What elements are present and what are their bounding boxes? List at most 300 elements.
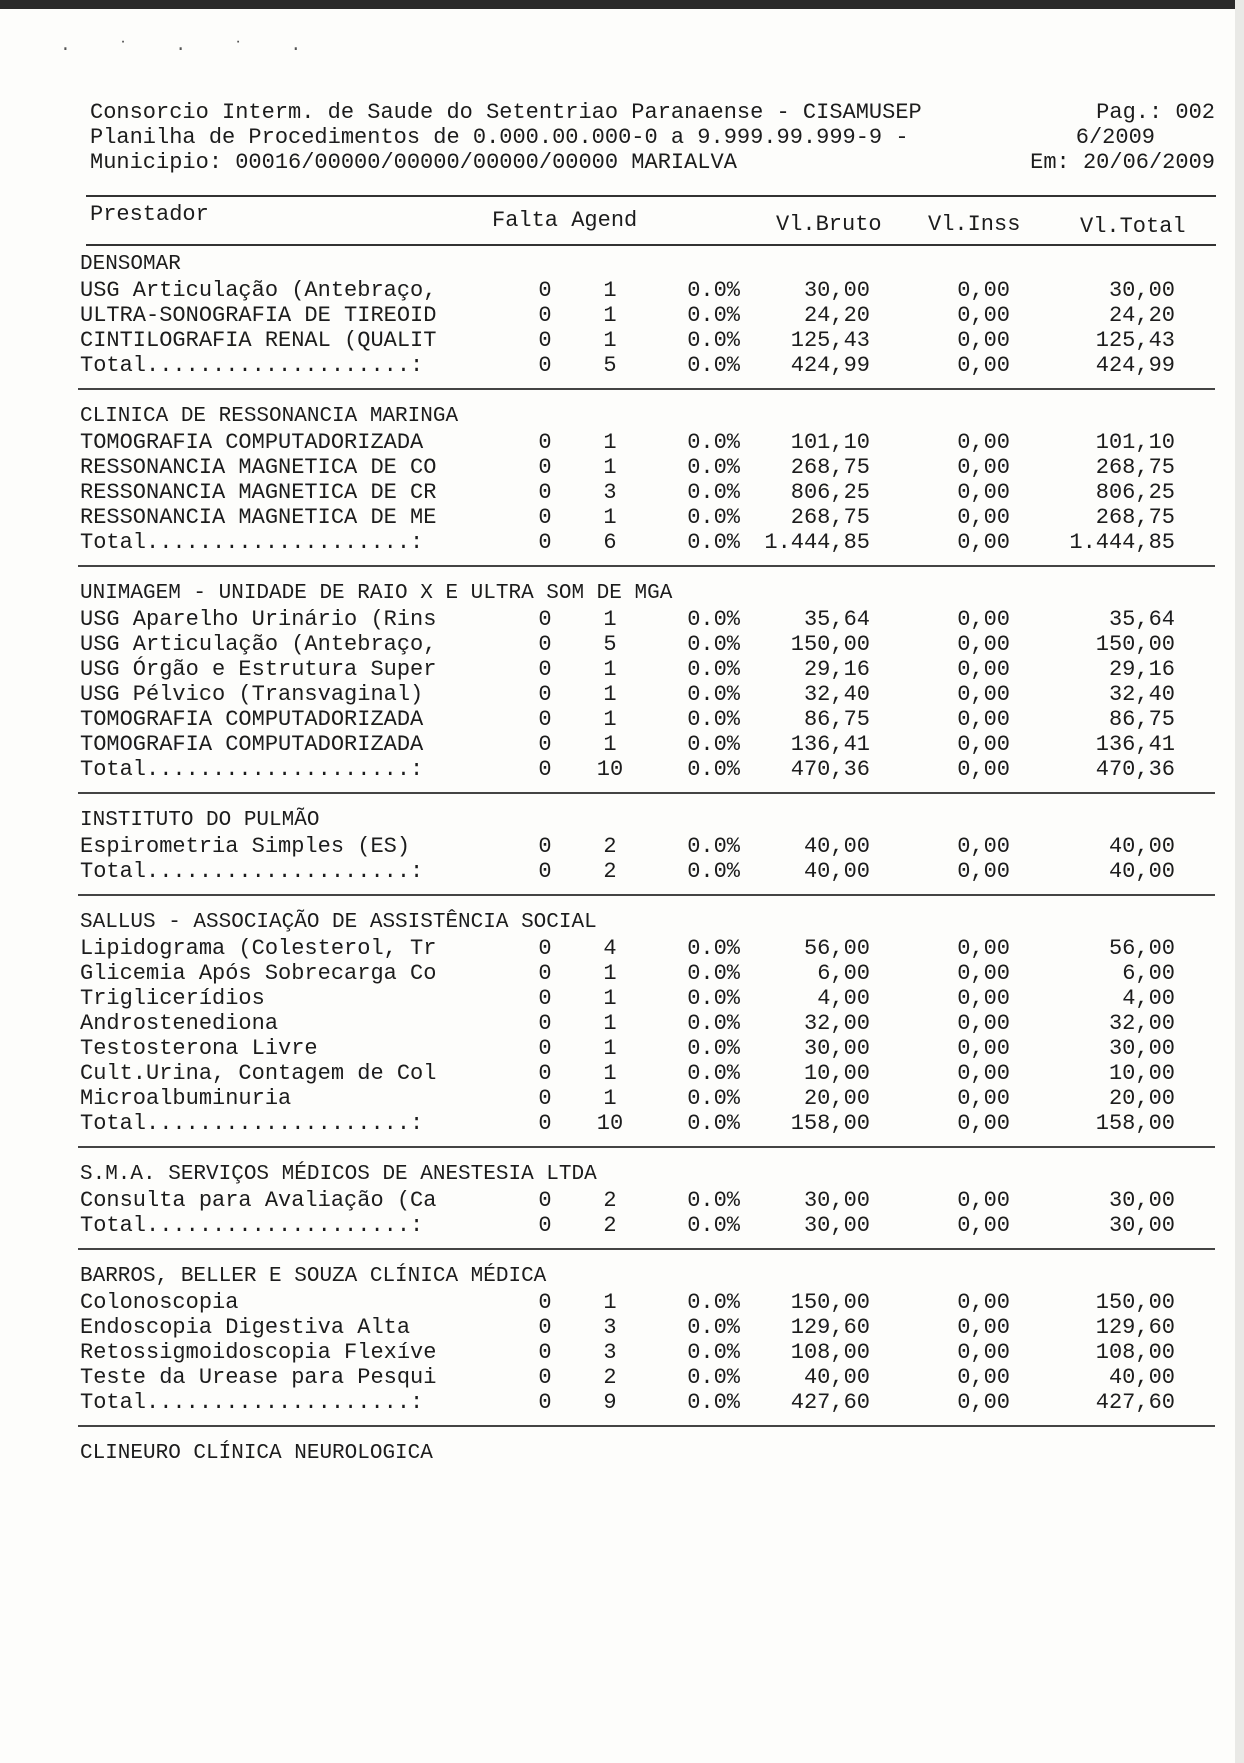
header-date: Em: 20/06/2009 — [1030, 150, 1215, 175]
procedure-desc: USG Articulação (Antebraço, — [80, 278, 437, 303]
falta-cell: 0 — [538, 1290, 552, 1315]
procedure-desc: Lipidograma (Colesterol, Tr — [80, 936, 437, 961]
procedure-desc: ULTRA-SONOGRAFIA DE TIREOID — [80, 303, 437, 328]
inss-cell: 0,00 — [957, 1188, 1010, 1213]
pct-cell: 0.0% — [687, 353, 740, 378]
falta-cell: 0 — [538, 1340, 552, 1365]
procedure-desc: TOMOGRAFIA COMPUTADORIZADA — [80, 707, 424, 732]
inss-cell: 0,00 — [957, 632, 1010, 657]
procedure-desc: Retossigmoidoscopia Flexíve — [80, 1340, 437, 1365]
procedure-desc: Total....................: — [80, 353, 424, 378]
total-cell: 24,20 — [1108, 303, 1175, 328]
header-rule-top — [86, 195, 1216, 197]
inss-cell: 0,00 — [957, 707, 1010, 732]
pct-cell: 0.0% — [687, 1213, 740, 1238]
agend-cell: 1 — [603, 732, 617, 757]
procedure-desc: Total....................: — [80, 1213, 424, 1238]
inss-cell: 0,00 — [957, 732, 1010, 757]
pct-cell: 0.0% — [687, 1365, 740, 1390]
procedure-desc: TOMOGRAFIA COMPUTADORIZADA — [80, 732, 424, 757]
bruto-cell: 86,75 — [803, 707, 870, 732]
inss-cell: 0,00 — [957, 986, 1010, 1011]
falta-cell: 0 — [538, 757, 552, 782]
pct-cell: 0.0% — [687, 1036, 740, 1061]
agend-cell: 2 — [603, 859, 617, 884]
procedure-row — [80, 505, 1215, 530]
pct-cell: 0.0% — [687, 455, 740, 480]
bruto-cell: 30,00 — [803, 278, 870, 303]
inss-cell: 0,00 — [957, 682, 1010, 707]
agend-cell: 3 — [603, 480, 617, 505]
procedure-desc: Total....................: — [80, 1390, 424, 1415]
procedure-desc: Total....................: — [80, 757, 424, 782]
procedure-desc: Colonoscopia — [80, 1290, 239, 1315]
section-separator — [78, 1248, 1215, 1250]
bruto-cell: 136,41 — [790, 732, 870, 757]
total-row — [80, 757, 1215, 782]
total-cell: 427,60 — [1095, 1390, 1175, 1415]
section-separator — [78, 1425, 1215, 1427]
procedure-desc: USG Aparelho Urinário (Rins — [80, 607, 437, 632]
bruto-cell: 150,00 — [790, 1290, 870, 1315]
provider-name: UNIMAGEM - UNIDADE DE RAIO X E ULTRA SOM DE MGA — [80, 582, 673, 605]
pct-cell: 0.0% — [687, 732, 740, 757]
bruto-cell: 6,00 — [817, 961, 870, 986]
procedure-row — [80, 1086, 1215, 1111]
inss-cell: 0,00 — [957, 303, 1010, 328]
pct-cell: 0.0% — [687, 1111, 740, 1136]
procedure-desc: CINTILOGRAFIA RENAL (QUALIT — [80, 328, 437, 353]
section-separator — [78, 792, 1215, 794]
inss-cell: 0,00 — [957, 530, 1010, 555]
inss-cell: 0,00 — [957, 1086, 1010, 1111]
pct-cell: 0.0% — [687, 682, 740, 707]
procedure-row — [80, 834, 1215, 859]
total-cell: 268,75 — [1095, 455, 1175, 480]
agend-cell: 9 — [603, 1390, 617, 1415]
bruto-cell: 4,00 — [817, 986, 870, 1011]
col-vl-inss: Vl.Inss — [928, 212, 1021, 237]
falta-cell: 0 — [538, 430, 552, 455]
agend-cell: 1 — [603, 1036, 617, 1061]
bruto-cell: 40,00 — [803, 859, 870, 884]
pct-cell: 0.0% — [687, 1390, 740, 1415]
section-separator — [78, 388, 1215, 390]
procedure-row — [80, 1340, 1215, 1365]
agend-cell: 1 — [603, 1061, 617, 1086]
pct-cell: 0.0% — [687, 707, 740, 732]
pct-cell: 0.0% — [687, 303, 740, 328]
bruto-cell: 35,64 — [803, 607, 870, 632]
trailing-provider-name: CLINEURO CLÍNICA NEUROLOGICA — [80, 1442, 433, 1465]
agend-cell: 1 — [603, 1290, 617, 1315]
inss-cell: 0,00 — [957, 505, 1010, 530]
agend-cell: 1 — [603, 278, 617, 303]
total-cell: 806,25 — [1095, 480, 1175, 505]
agend-cell: 10 — [596, 1111, 624, 1136]
report-body — [80, 252, 1215, 1467]
falta-cell: 0 — [538, 480, 552, 505]
provider-section — [80, 252, 1215, 390]
bruto-cell: 268,75 — [790, 505, 870, 530]
inss-cell: 0,00 — [957, 455, 1010, 480]
procedure-desc: Espirometria Simples (ES) — [80, 834, 411, 859]
bruto-cell: 470,36 — [790, 757, 870, 782]
total-cell: 136,41 — [1095, 732, 1175, 757]
procedure-row — [80, 707, 1215, 732]
procedure-row — [80, 632, 1215, 657]
procedure-desc: RESSONANCIA MAGNETICA DE ME — [80, 505, 437, 530]
procedure-row — [80, 278, 1215, 303]
inss-cell: 0,00 — [957, 936, 1010, 961]
falta-cell: 0 — [538, 278, 552, 303]
bruto-cell: 268,75 — [790, 455, 870, 480]
procedure-desc: USG Órgão e Estrutura Super — [80, 657, 437, 682]
col-falta-agend: Falta Agend — [492, 208, 638, 233]
bruto-cell: 150,00 — [790, 632, 870, 657]
total-cell: 35,64 — [1108, 607, 1175, 632]
falta-cell: 0 — [538, 1315, 552, 1340]
procedure-row — [80, 1061, 1215, 1086]
falta-cell: 0 — [538, 303, 552, 328]
bruto-cell: 101,10 — [790, 430, 870, 455]
inss-cell: 0,00 — [957, 328, 1010, 353]
header-title: Consorcio Interm. de Saude do Setentriao Paranaense - CISAMUSEP — [90, 100, 922, 125]
procedure-desc: Androstenediona — [80, 1011, 279, 1036]
procedure-desc: USG Pélvico (Transvaginal) — [80, 682, 424, 707]
pct-cell: 0.0% — [687, 757, 740, 782]
agend-cell: 3 — [603, 1315, 617, 1340]
total-row — [80, 1390, 1215, 1415]
section-separator — [78, 565, 1215, 567]
total-cell: 10,00 — [1108, 1061, 1175, 1086]
provider-section — [80, 1264, 1215, 1427]
procedure-desc: USG Articulação (Antebraço, — [80, 632, 437, 657]
total-row — [80, 1111, 1215, 1136]
falta-cell: 0 — [538, 834, 552, 859]
pct-cell: 0.0% — [687, 936, 740, 961]
total-cell: 86,75 — [1108, 707, 1175, 732]
header-line-3 — [90, 150, 1215, 175]
agend-cell: 5 — [603, 353, 617, 378]
falta-cell: 0 — [538, 1111, 552, 1136]
bruto-cell: 108,00 — [790, 1340, 870, 1365]
bruto-cell: 24,20 — [803, 303, 870, 328]
procedure-row — [80, 936, 1215, 961]
falta-cell: 0 — [538, 986, 552, 1011]
procedure-row — [80, 455, 1215, 480]
page-number: Pag.: 002 — [1096, 100, 1215, 125]
bruto-cell: 30,00 — [803, 1188, 870, 1213]
total-cell: 4,00 — [1122, 986, 1175, 1011]
procedure-row — [80, 682, 1215, 707]
pct-cell: 0.0% — [687, 1086, 740, 1111]
bruto-cell: 29,16 — [803, 657, 870, 682]
provider-name: SALLUS - ASSOCIAÇÃO DE ASSISTÊNCIA SOCIAL — [80, 911, 597, 934]
procedure-desc: Microalbuminuria — [80, 1086, 292, 1111]
provider-name: DENSOMAR — [80, 253, 181, 276]
pct-cell: 0.0% — [687, 328, 740, 353]
pct-cell: 0.0% — [687, 480, 740, 505]
falta-cell: 0 — [538, 530, 552, 555]
pct-cell: 0.0% — [687, 1315, 740, 1340]
inss-cell: 0,00 — [957, 1036, 1010, 1061]
total-cell: 40,00 — [1108, 834, 1175, 859]
agend-cell: 6 — [603, 530, 617, 555]
provider-name: BARROS, BELLER E SOUZA CLÍNICA MÉDICA — [80, 1265, 547, 1288]
total-cell: 125,43 — [1095, 328, 1175, 353]
total-cell: 424,99 — [1095, 353, 1175, 378]
total-cell: 108,00 — [1095, 1340, 1175, 1365]
total-cell: 158,00 — [1095, 1111, 1175, 1136]
inss-cell: 0,00 — [957, 1340, 1010, 1365]
total-cell: 101,10 — [1095, 430, 1175, 455]
procedure-desc: Triglicerídios — [80, 986, 265, 1011]
agend-cell: 2 — [603, 834, 617, 859]
bruto-cell: 30,00 — [803, 1036, 870, 1061]
inss-cell: 0,00 — [957, 1111, 1010, 1136]
procedure-row — [80, 732, 1215, 757]
procedure-row — [80, 961, 1215, 986]
bruto-cell: 1.444,85 — [764, 530, 870, 555]
total-cell: 40,00 — [1108, 859, 1175, 884]
pct-cell: 0.0% — [687, 505, 740, 530]
procedure-desc: TOMOGRAFIA COMPUTADORIZADA — [80, 430, 424, 455]
agend-cell: 1 — [603, 682, 617, 707]
pct-cell: 0.0% — [687, 1290, 740, 1315]
report-header — [90, 100, 1215, 175]
pct-cell: 0.0% — [687, 530, 740, 555]
inss-cell: 0,00 — [957, 657, 1010, 682]
total-row — [80, 1213, 1215, 1238]
header-range: Planilha de Procedimentos de 0.000.00.000-0 a 9.999.99.999-9 - — [90, 125, 909, 150]
inss-cell: 0,00 — [957, 1315, 1010, 1340]
col-vl-bruto: Vl.Bruto — [776, 212, 882, 237]
inss-cell: 0,00 — [957, 1390, 1010, 1415]
pct-cell: 0.0% — [687, 834, 740, 859]
agend-cell: 1 — [603, 455, 617, 480]
procedure-desc: Consulta para Avaliação (Ca — [80, 1188, 437, 1213]
procedure-desc: Total....................: — [80, 1111, 424, 1136]
provider-name: INSTITUTO DO PULMÃO — [80, 809, 320, 832]
total-cell: 268,75 — [1095, 505, 1175, 530]
inss-cell: 0,00 — [957, 961, 1010, 986]
inss-cell: 0,00 — [957, 480, 1010, 505]
pct-cell: 0.0% — [687, 1340, 740, 1365]
falta-cell: 0 — [538, 505, 552, 530]
agend-cell: 3 — [603, 1340, 617, 1365]
procedure-desc: Glicemia Após Sobrecarga Co — [80, 961, 437, 986]
inss-cell: 0,00 — [957, 757, 1010, 782]
total-row — [80, 859, 1215, 884]
provider-section — [80, 581, 1215, 794]
bruto-cell: 40,00 — [803, 1365, 870, 1390]
procedure-desc: Teste da Urease para Pesqui — [80, 1365, 437, 1390]
provider-name: CLINICA DE RESSONANCIA MARINGA — [80, 405, 459, 428]
pct-cell: 0.0% — [687, 1011, 740, 1036]
total-cell: 30,00 — [1108, 1188, 1175, 1213]
falta-cell: 0 — [538, 657, 552, 682]
procedure-row — [80, 1011, 1215, 1036]
scan-top-edge — [0, 0, 1244, 9]
pct-cell: 0.0% — [687, 1061, 740, 1086]
total-cell: 150,00 — [1095, 1290, 1175, 1315]
agend-cell: 5 — [603, 632, 617, 657]
header-period: 6/2009 — [1075, 125, 1155, 150]
falta-cell: 0 — [538, 732, 552, 757]
bruto-cell: 10,00 — [803, 1061, 870, 1086]
total-row — [80, 353, 1215, 378]
provider-section — [80, 1162, 1215, 1250]
agend-cell: 1 — [603, 657, 617, 682]
falta-cell: 0 — [538, 682, 552, 707]
procedure-row — [80, 303, 1215, 328]
total-cell: 29,16 — [1108, 657, 1175, 682]
agend-cell: 1 — [603, 1011, 617, 1036]
agend-cell: 1 — [603, 986, 617, 1011]
scan-specks: · ˙ · ˙ · — [60, 40, 320, 60]
pct-cell: 0.0% — [687, 607, 740, 632]
total-cell: 30,00 — [1108, 278, 1175, 303]
bruto-cell: 158,00 — [790, 1111, 870, 1136]
bruto-cell: 30,00 — [803, 1213, 870, 1238]
agend-cell: 2 — [603, 1365, 617, 1390]
pct-cell: 0.0% — [687, 859, 740, 884]
bruto-cell: 32,00 — [803, 1011, 870, 1036]
col-prestador: Prestador — [90, 202, 209, 227]
provider-name: S.M.A. SERVIÇOS MÉDICOS DE ANESTESIA LTDA — [80, 1163, 597, 1186]
bruto-cell: 40,00 — [803, 834, 870, 859]
section-separator — [78, 894, 1215, 896]
procedure-row — [80, 986, 1215, 1011]
header-line-2 — [90, 125, 1215, 150]
pct-cell: 0.0% — [687, 632, 740, 657]
agend-cell: 2 — [603, 1213, 617, 1238]
procedure-desc: Total....................: — [80, 859, 424, 884]
falta-cell: 0 — [538, 607, 552, 632]
falta-cell: 0 — [538, 1188, 552, 1213]
procedure-desc: Testosterona Livre — [80, 1036, 318, 1061]
agend-cell: 1 — [603, 961, 617, 986]
bruto-cell: 129,60 — [790, 1315, 870, 1340]
procedure-row — [80, 657, 1215, 682]
total-cell: 56,00 — [1108, 936, 1175, 961]
inss-cell: 0,00 — [957, 430, 1010, 455]
agend-cell: 1 — [603, 707, 617, 732]
procedure-row — [80, 1290, 1215, 1315]
agend-cell: 10 — [596, 757, 624, 782]
falta-cell: 0 — [538, 1365, 552, 1390]
bruto-cell: 32,40 — [803, 682, 870, 707]
agend-cell: 4 — [603, 936, 617, 961]
pct-cell: 0.0% — [687, 278, 740, 303]
procedure-desc: RESSONANCIA MAGNETICA DE CR — [80, 480, 437, 505]
total-cell: 40,00 — [1108, 1365, 1175, 1390]
total-cell: 470,36 — [1095, 757, 1175, 782]
agend-cell: 1 — [603, 505, 617, 530]
agend-cell: 1 — [603, 1086, 617, 1111]
pct-cell: 0.0% — [687, 1188, 740, 1213]
col-vl-total: Vl.Total — [1080, 214, 1186, 239]
total-cell: 30,00 — [1108, 1036, 1175, 1061]
agend-cell: 1 — [603, 607, 617, 632]
inss-cell: 0,00 — [957, 859, 1010, 884]
inss-cell: 0,00 — [957, 834, 1010, 859]
total-cell: 32,00 — [1108, 1011, 1175, 1036]
inss-cell: 0,00 — [957, 1290, 1010, 1315]
total-cell: 150,00 — [1095, 632, 1175, 657]
total-cell: 6,00 — [1122, 961, 1175, 986]
inss-cell: 0,00 — [957, 1011, 1010, 1036]
bruto-cell: 125,43 — [790, 328, 870, 353]
bruto-cell: 806,25 — [790, 480, 870, 505]
pct-cell: 0.0% — [687, 430, 740, 455]
falta-cell: 0 — [538, 961, 552, 986]
procedure-desc: Endoscopia Digestiva Alta — [80, 1315, 411, 1340]
total-cell: 20,00 — [1108, 1086, 1175, 1111]
falta-cell: 0 — [538, 455, 552, 480]
pct-cell: 0.0% — [687, 657, 740, 682]
agend-cell: 2 — [603, 1188, 617, 1213]
falta-cell: 0 — [538, 632, 552, 657]
section-separator — [78, 1146, 1215, 1148]
falta-cell: 0 — [538, 707, 552, 732]
header-rule-bottom — [86, 244, 1216, 246]
inss-cell: 0,00 — [957, 1061, 1010, 1086]
provider-section — [80, 910, 1215, 1148]
falta-cell: 0 — [538, 1061, 552, 1086]
scan-right-edge — [1235, 0, 1244, 1763]
bruto-cell: 56,00 — [803, 936, 870, 961]
procedure-desc: Cult.Urina, Contagem de Col — [80, 1061, 437, 1086]
procedure-row — [80, 328, 1215, 353]
inss-cell: 0,00 — [957, 1213, 1010, 1238]
provider-section — [80, 404, 1215, 567]
procedure-row — [80, 480, 1215, 505]
procedure-row — [80, 1188, 1215, 1213]
inss-cell: 0,00 — [957, 607, 1010, 632]
header-municipality: Municipio: 00016/00000/00000/00000/00000 MARIALVA — [90, 150, 737, 175]
total-row — [80, 530, 1215, 555]
procedure-row — [80, 607, 1215, 632]
bruto-cell: 20,00 — [803, 1086, 870, 1111]
procedure-row — [80, 1036, 1215, 1061]
procedure-desc: RESSONANCIA MAGNETICA DE CO — [80, 455, 437, 480]
falta-cell: 0 — [538, 1036, 552, 1061]
agend-cell: 1 — [603, 303, 617, 328]
falta-cell: 0 — [538, 936, 552, 961]
falta-cell: 0 — [538, 353, 552, 378]
inss-cell: 0,00 — [957, 1365, 1010, 1390]
falta-cell: 0 — [538, 1213, 552, 1238]
procedure-row — [80, 1365, 1215, 1390]
header-line-1 — [90, 100, 1215, 125]
procedure-row — [80, 430, 1215, 455]
agend-cell: 1 — [603, 430, 617, 455]
falta-cell: 0 — [538, 1011, 552, 1036]
procedure-desc: Total....................: — [80, 530, 424, 555]
falta-cell: 0 — [538, 1390, 552, 1415]
inss-cell: 0,00 — [957, 353, 1010, 378]
agend-cell: 1 — [603, 328, 617, 353]
falta-cell: 0 — [538, 859, 552, 884]
inss-cell: 0,00 — [957, 278, 1010, 303]
total-cell: 1.444,85 — [1069, 530, 1175, 555]
falta-cell: 0 — [538, 1086, 552, 1111]
total-cell: 129,60 — [1095, 1315, 1175, 1340]
procedure-row — [80, 1315, 1215, 1340]
bruto-cell: 427,60 — [790, 1390, 870, 1415]
